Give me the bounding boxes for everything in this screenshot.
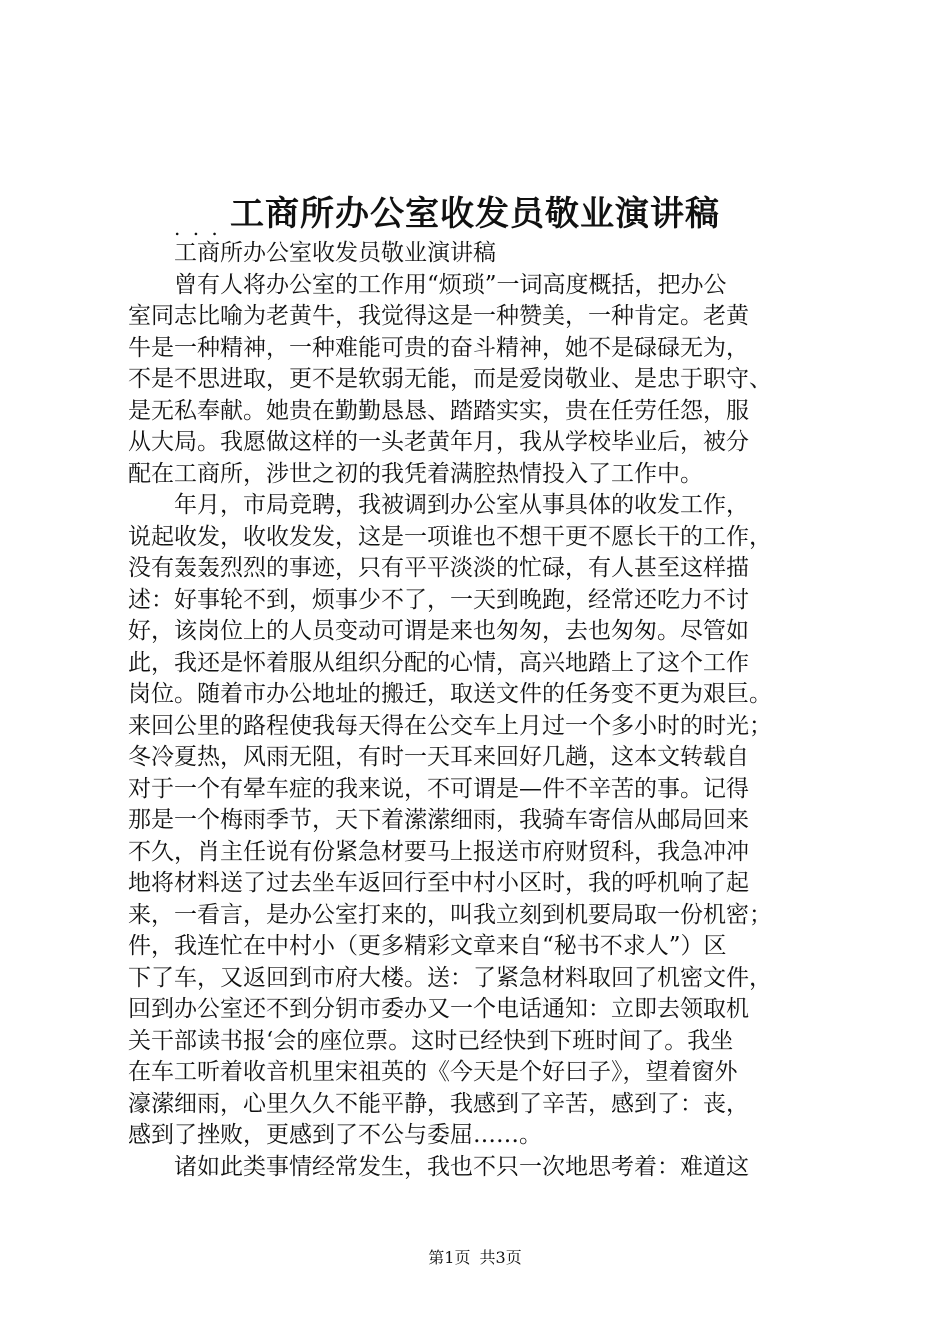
body-text-line: 对于一个有晕车症的我来说，不可谓是—件不辛苦的事。记得 — [128, 775, 749, 802]
body-text-line: 下了车，又返回到市府大楼。送：了紧急材料取回了机密文件， — [128, 964, 772, 991]
body-text-line: 那是一个梅雨季节，天下着潆潆细雨，我骑车寄信从邮局回来 — [128, 807, 749, 833]
ellipsis-marker: . . . — [174, 216, 221, 240]
body-text-line: 好，该岗位上的人员变动可谓是来也匆匆，去也匆匆。尽管如 — [128, 618, 749, 644]
body-text-line: 冬冷夏热，风雨无阻，有时一天耳来回好几趟，这本文转载自 — [128, 744, 749, 770]
body-text-line: 不久，肖主任说有份紧急材要马上报送市府财贸科，我急冲冲 — [128, 838, 749, 865]
body-text-line: 感到了挫败，更感到了不公与委屈……。 — [128, 1122, 542, 1148]
body-text-line: 说起收发，收收发发，这是一项谁也不想干更不愿长干的工作， — [128, 523, 772, 550]
body-text-line: 不是不思进取，更不是软弱无能，而是爱岗敬业、是忠于职守、 — [128, 366, 772, 392]
body-text-line: 从大局。我愿做这样的一头老黄年月，我从学校毕业后，被分 — [128, 429, 749, 455]
body-text-line: 工商所办公室收发员敬业演讲稿 — [174, 240, 496, 266]
page-footer — [0, 1245, 950, 1268]
body-text-line: 关干部读书报‘会的座位票。这时已经快到下班时间了。我坐 — [128, 1027, 734, 1054]
body-text-line: 件，我连忙在中村小（更多精彩文章来自“秘书不求人”）区 — [128, 933, 727, 959]
body-text-line: 是无私奉献。她贵在勤勤恳恳、踏踏实实，贵在任劳任怨，服 — [128, 397, 749, 424]
body-text-line: 室同志比喻为老黄牛，我觉得这是一种赞美，一种肯定。老黄 — [128, 303, 749, 329]
page-number: 第1页 — [428, 1248, 471, 1267]
body-text-line: 配在工商所，涉世之初的我凭着满腔热情投入了工作中。 — [128, 460, 703, 487]
document-title: 工商所办公室收发员敬业演讲稿 — [230, 194, 720, 234]
page-total: 共3页 — [479, 1248, 522, 1267]
body-text-line: 来回公里的路程使我每天得在公交车上月过一个多小时的时光； — [128, 712, 772, 739]
body-text-line: 述：好事轮不到，烦事少不了，一天到晚跑，经常还吃力不讨 — [128, 586, 749, 613]
body-text-line: 地将材料送了过去坐车返回行至中村小区时，我的呼机响了起 — [128, 870, 749, 896]
body-text-line: 曾有人将办公室的工作用“烦琐”一词高度概括，把办公 — [174, 271, 727, 298]
body-text-line: 此，我还是怀着服从组织分配的心情，高兴地踏上了这个工作 — [128, 649, 749, 676]
body-text-line: 回到办公室还不到分钥市委办又一个电话通知：立即去领取机 — [128, 996, 749, 1022]
body-text-line: 岗位。随着市办公地址的搬迁，取送文件的任务变不更为艰巨。 — [128, 681, 772, 707]
body-text-line: 没有轰轰烈烈的事迹，只有平平淡淡的忙碌，有人甚至这样描 — [128, 555, 749, 581]
body-text-line: 在车工听着收音机里宋祖英的《今天是个好曰子》，望着窗外 — [128, 1059, 738, 1085]
body-text-line: 牛是一种精神，一种难能可贵的奋斗精神，她不是碌碌无为， — [128, 334, 749, 361]
body-text-line: 濠潆细雨，心里久久不能平静，我感到了辛苦，感到了：丧， — [128, 1090, 749, 1117]
body-text-line: 诸如此类事情经常发生，我也不只一次地思考着：难道这 — [174, 1153, 749, 1180]
document-body — [128, 238, 840, 1183]
body-text-line: 来，一看言，是办公室打来的，叫我立刻到机要局取一份机密； — [128, 901, 772, 928]
body-text-line: 年月，市局竞聘，我被调到办公室从事具体的收发工作， — [174, 492, 749, 518]
